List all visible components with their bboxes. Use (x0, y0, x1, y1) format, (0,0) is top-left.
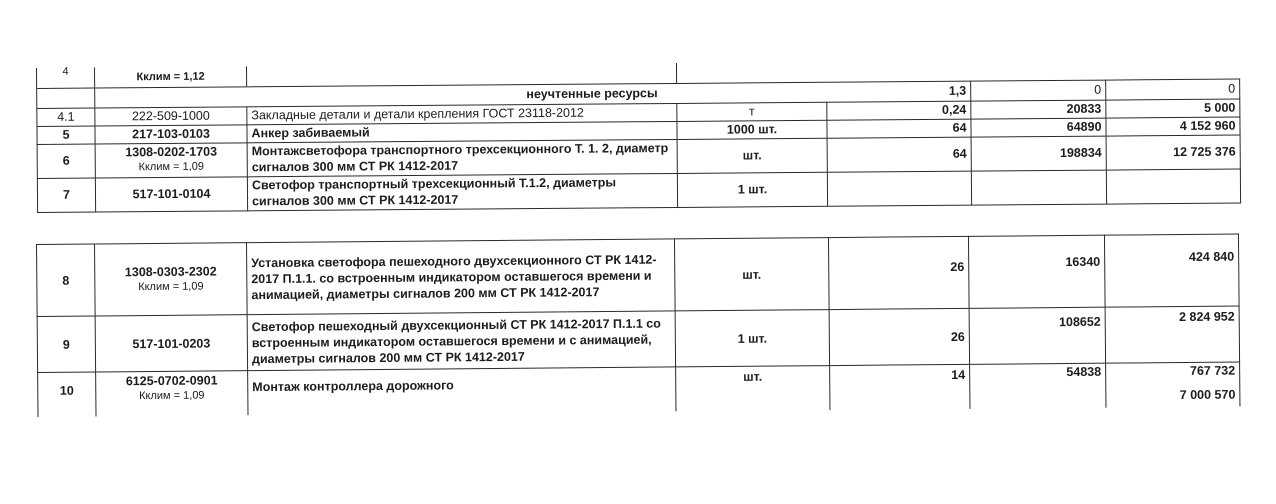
unit-cell: 1000 шт. (677, 120, 827, 139)
resource-code: 217-103-0103 (95, 124, 247, 143)
row-number: 4 (36, 68, 94, 88)
resource-name: Светофор транспортный трехсекционный Т.1.2, диаметры сигналов 300 мм СТ РК 1412-2017 (247, 173, 677, 210)
total-cell: 2 824 952 (1105, 306, 1239, 363)
price-cell: 64890 (971, 118, 1106, 137)
table-row (37, 306, 1239, 372)
climate-coefficient: Кклим = 1,09 (138, 280, 204, 293)
total-cell: 0 (1106, 79, 1240, 100)
climate-coefficient: Кклим = 1,12 (94, 66, 246, 87)
unit-cell: 1 шт. (677, 172, 827, 207)
total-cell: 5 000 (1106, 99, 1240, 118)
qty-cell (827, 171, 971, 206)
resource-name: Закладные детали и детали крепления ГОСТ 23118-2012 (247, 103, 677, 124)
resource-code: 1308-0303-2302 (124, 263, 217, 279)
estimate-table-top (36, 59, 1241, 213)
resource-code-cell (96, 371, 248, 416)
row-number: 5 (37, 126, 95, 144)
resource-code: 517-101-0104 (95, 176, 247, 211)
price-cell: 16340 (968, 235, 1105, 308)
price-cell: 54838 (970, 363, 1106, 408)
price-cell: 0 (971, 80, 1106, 101)
unit-cell: шт. (674, 238, 829, 311)
table-row (37, 234, 1240, 316)
row-number: 10 (38, 372, 96, 417)
resource-code-cell (95, 142, 247, 177)
resource-name: Монтаж контроллера дорожного (248, 367, 676, 415)
resource-name: Установка светофора пешеходного двухсекционного СТ РК 1412-2017 П.1.1. со встроенным индикатором оставшегося времени и анимацией, диаметры сигналов 200 мм СТ РК 1412-2017 (246, 239, 675, 315)
row-number: 7 (37, 178, 95, 212)
total-cell (1106, 169, 1240, 204)
total-cell (1106, 362, 1240, 407)
price-cell: 198834 (971, 136, 1106, 171)
row-number: 4.1 (37, 108, 95, 126)
resource-name: Светофор пешеходный двухсекционный СТ РК 1412-2017 П.1.1 со встроенным индикатором оставшегося времени и с анимацией, диаметры сигналов 200 мм СТ РК 1412-2017 (247, 311, 675, 371)
row-number: 8 (37, 244, 96, 317)
table-row (38, 362, 1240, 416)
resource-code-cell (95, 243, 248, 316)
unit-cell: шт. (676, 366, 830, 411)
resource-code: 6125-0702-0901 (125, 373, 218, 389)
row-number: 6 (37, 144, 95, 178)
climate-coefficient: Кклим = 1,09 (139, 389, 205, 403)
unit-cell: т (677, 102, 827, 121)
total-cell: 12 725 376 (1106, 135, 1240, 170)
qty-cell: 26 (829, 308, 969, 365)
row-number: 9 (37, 316, 95, 373)
estimate-table-bottom (36, 234, 1240, 417)
qty-cell: 64 (827, 137, 971, 172)
price-cell (971, 170, 1106, 205)
resource-code: 1308-0202-1703 (125, 144, 218, 160)
qty-cell: 14 (830, 364, 970, 409)
climate-coefficient: Кклим = 1,09 (138, 160, 205, 174)
qty-cell: 26 (828, 236, 969, 309)
unit-cell: шт. (677, 138, 827, 173)
price-cell: 108652 (969, 307, 1105, 364)
qty-cell: 0,24 (827, 101, 971, 120)
price-cell: 20833 (971, 100, 1106, 119)
qty-cell: 1,3 (948, 83, 967, 98)
resource-name: Монтажсветофора транспортного трехсекционного Т. 1. 2, диаметр сигналов 300 мм СТ РК 1412-2017 (247, 139, 677, 176)
resource-name: Анкер забиваемый (247, 121, 677, 142)
next-row-total: 7 000 570 (1179, 387, 1236, 403)
unaccounted-resources-text: неучтенные ресурсы (526, 86, 658, 102)
resource-code: 517-101-0203 (95, 315, 247, 372)
total-value: 767 732 (1189, 363, 1236, 378)
unit-cell: 1 шт. (675, 310, 829, 367)
resource-code: 222-509-1000 (95, 106, 247, 125)
total-cell: 424 840 (1104, 234, 1239, 307)
qty-cell: 64 (827, 119, 971, 138)
total-cell: 4 152 960 (1106, 117, 1240, 136)
